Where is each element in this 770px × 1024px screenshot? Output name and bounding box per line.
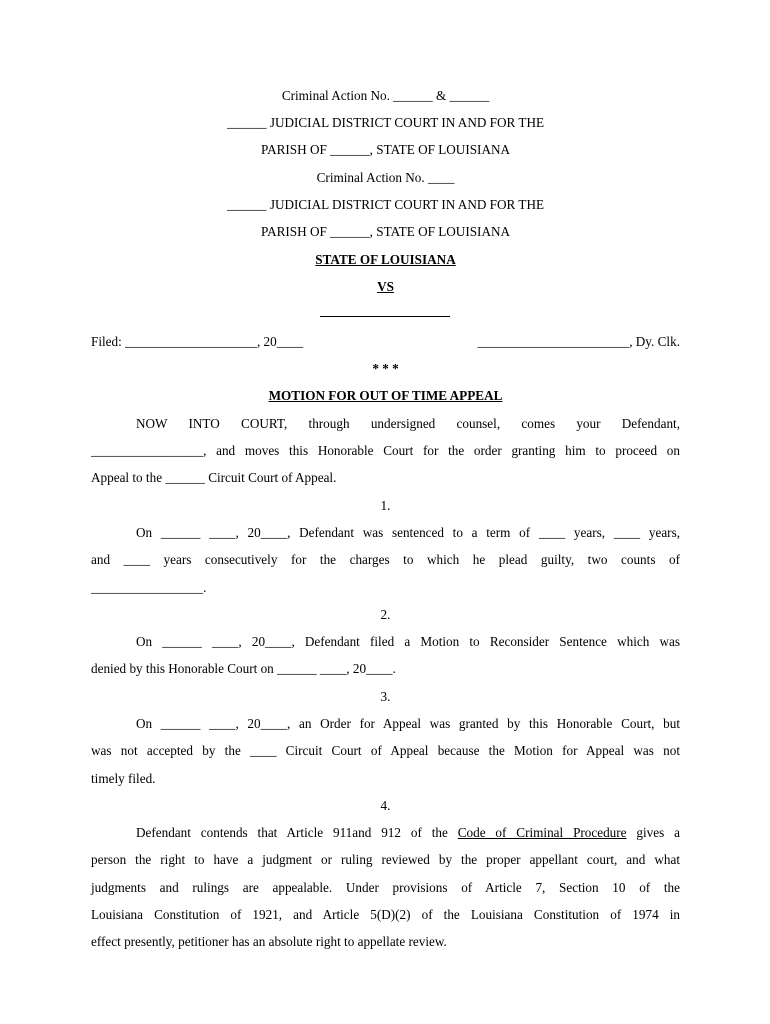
defendant-name-line bbox=[320, 316, 450, 317]
paragraph-2-line-1: On ______ ____, 20____, Defendant filed a Motion to Reconsider Sentence which was bbox=[136, 634, 680, 649]
parish-line-2: PARISH OF ______, STATE OF LOUISIANA bbox=[260, 224, 511, 239]
paragraph-4-line-3: judgments and rulings are appealable. Under provisions of Article 7, Section 10 of the bbox=[91, 880, 680, 895]
intro-line-1: NOW INTO COURT, through undersigned counsel, comes your Defendant, bbox=[136, 416, 680, 431]
code-of-criminal-procedure: Code of Criminal Procedure bbox=[457, 825, 627, 840]
deputy-clerk-line: _______________________, Dy. Clk. bbox=[477, 334, 680, 349]
versus-label: VS bbox=[377, 279, 394, 294]
paragraph-4-text-a: Defendant contends that Article 911and 912 of the bbox=[136, 825, 458, 840]
intro-line-2: _________________, and moves this Honorable Court for the order granting him to proceed on bbox=[91, 443, 680, 458]
paragraph-4-line-5: effect presently, petitioner has an absolute right to appellate review. bbox=[91, 934, 447, 949]
intro-line-3: Appeal to the ______ Circuit Court of Appeal. bbox=[91, 470, 337, 485]
paragraph-1-line-3: _________________. bbox=[91, 580, 207, 595]
paragraph-number-4: 4. bbox=[380, 798, 391, 813]
paragraph-4-line-4: Louisiana Constitution of 1921, and Article 5(D)(2) of the Louisiana Constitution of 1974 in bbox=[91, 907, 680, 922]
paragraph-1-line-2: and ____ years consecutively for the charges to which he plead guilty, two counts of bbox=[91, 552, 680, 567]
paragraph-4-line-1 bbox=[91, 825, 680, 841]
criminal-action-number-2: Criminal Action No. ____ bbox=[316, 170, 455, 185]
paragraph-number-3: 3. bbox=[380, 689, 391, 704]
paragraph-2-line-2: denied by this Honorable Court on ______ ____, 20____. bbox=[91, 661, 396, 676]
document-title: MOTION FOR OUT OF TIME APPEAL bbox=[268, 388, 503, 403]
paragraph-3-line-1: On ______ ____, 20____, an Order for Appeal was granted by this Honorable Court, but bbox=[136, 716, 680, 731]
court-line-1: ______ JUDICIAL DISTRICT COURT IN AND FOR THE bbox=[226, 115, 545, 130]
paragraph-number-1: 1. bbox=[380, 498, 391, 513]
section-separator: * * * bbox=[372, 361, 399, 376]
filed-date-line: Filed: ____________________, 20____ bbox=[91, 334, 304, 349]
paragraph-4-line-2: person the right to have a judgment or ruling reviewed by the proper appellant court, and what bbox=[91, 852, 680, 867]
criminal-action-number-1: Criminal Action No. ______ & ______ bbox=[281, 88, 490, 103]
court-line-2: ______ JUDICIAL DISTRICT COURT IN AND FOR THE bbox=[226, 197, 545, 212]
paragraph-number-2: 2. bbox=[380, 607, 391, 622]
paragraph-4-text-c: gives a bbox=[626, 825, 680, 840]
paragraph-1-line-1: On ______ ____, 20____, Defendant was sentenced to a term of ____ years, ____ years, bbox=[136, 525, 680, 540]
paragraph-3-line-3: timely filed. bbox=[91, 771, 156, 786]
party-state: STATE OF LOUISIANA bbox=[315, 252, 456, 267]
paragraph-3-line-2: was not accepted by the ____ Circuit Court of Appeal because the Motion for Appeal was not bbox=[91, 743, 680, 758]
parish-line-1: PARISH OF ______, STATE OF LOUISIANA bbox=[260, 142, 511, 157]
